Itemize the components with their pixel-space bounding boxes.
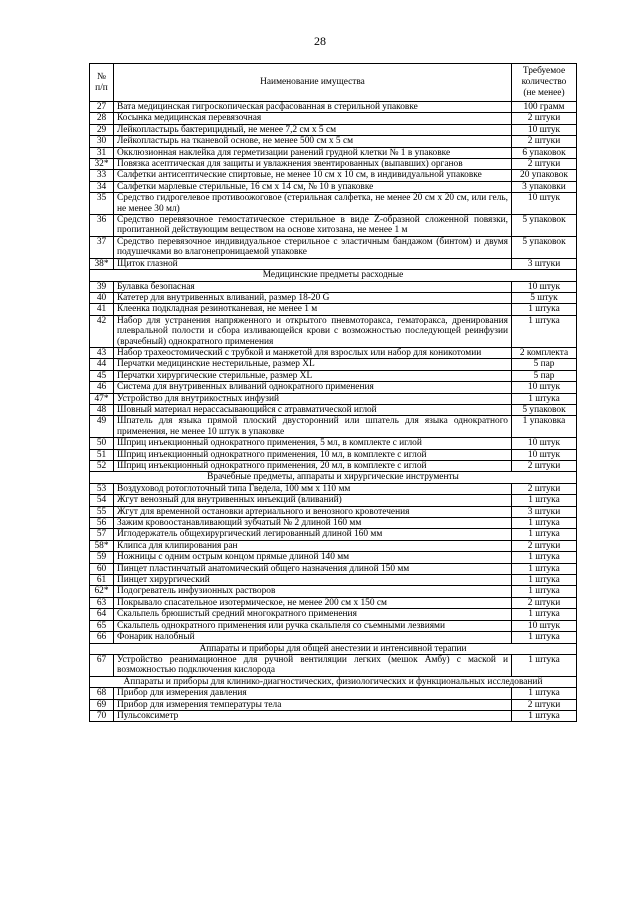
item-quantity: 10 штук <box>512 382 577 393</box>
item-name: Прибор для измерения давления <box>114 688 512 699</box>
item-quantity: 2 штуки <box>512 699 577 710</box>
row-number: 33 <box>90 170 114 181</box>
item-quantity: 1 штука <box>512 575 577 586</box>
item-name: Клипса для клипирования ран <box>114 540 512 551</box>
table-row <box>90 529 577 540</box>
item-name: Пинцет хирургический <box>114 575 512 586</box>
table-row <box>90 710 577 721</box>
row-number: 37 <box>90 236 114 258</box>
table-row <box>90 699 577 710</box>
row-number: 62* <box>90 586 114 597</box>
item-quantity: 2 штуки <box>512 136 577 147</box>
item-name: Система для внутривенных вливаний однократного применения <box>114 382 512 393</box>
item-quantity: 3 штуки <box>512 258 577 269</box>
item-name: Фонарик налобный <box>114 632 512 643</box>
item-name: Иглодержатель общехирургический легированный длиной 160 мм <box>114 529 512 540</box>
item-name: Перчатки медицинские нестерильные, размер XL <box>114 359 512 370</box>
equipment-table <box>89 63 577 722</box>
item-quantity: 3 штуки <box>512 506 577 517</box>
row-number: 29 <box>90 124 114 135</box>
table-row <box>90 382 577 393</box>
item-quantity: 5 упаковок <box>512 404 577 415</box>
row-number: 34 <box>90 181 114 192</box>
header-qty <box>512 64 577 102</box>
item-quantity: 100 грамм <box>512 102 577 113</box>
table-row <box>90 215 577 237</box>
row-number: 35 <box>90 193 114 215</box>
item-quantity: 1 штука <box>512 529 577 540</box>
row-number: 49 <box>90 416 114 438</box>
item-name: Косынка медицинская перевязочная <box>114 113 512 124</box>
section-row <box>90 643 577 654</box>
table-row <box>90 113 577 124</box>
table-row <box>90 370 577 381</box>
row-number: 46 <box>90 382 114 393</box>
item-name: Лейкопластырь бактерицидный, не менее 7,2 см х 5 см <box>114 124 512 135</box>
item-quantity: 10 штук <box>512 438 577 449</box>
row-number: 54 <box>90 495 114 506</box>
item-quantity: 5 упаковок <box>512 236 577 258</box>
table-row <box>90 495 577 506</box>
table-row <box>90 304 577 315</box>
item-quantity: 1 штука <box>512 654 577 676</box>
item-quantity: 2 штуки <box>512 597 577 608</box>
row-number: 27 <box>90 102 114 113</box>
row-number: 61 <box>90 575 114 586</box>
item-name: Набор трахеостомический с трубкой и манжетой для взрослых или набор для коникотомии <box>114 347 512 358</box>
row-number: 36 <box>90 215 114 237</box>
item-name: Салфетки антисептические спиртовые, не менее 10 см х 10 см, в индивидуальной упаковке <box>114 170 512 181</box>
table-row <box>90 292 577 303</box>
header-num <box>90 64 114 102</box>
item-name: Скальпель однократного применения или ручка скальпеля со съемными лезвиями <box>114 620 512 631</box>
table-row <box>90 404 577 415</box>
table-row <box>90 518 577 529</box>
row-number: 60 <box>90 563 114 574</box>
item-quantity: 1 штука <box>512 315 577 347</box>
item-quantity: 1 штука <box>512 495 577 506</box>
table-row <box>90 449 577 460</box>
item-quantity: 2 штуки <box>512 159 577 170</box>
row-number: 53 <box>90 483 114 494</box>
row-number: 55 <box>90 506 114 517</box>
table-row <box>90 597 577 608</box>
item-name: Покрывало спасательное изотермическое, не менее 200 см х 150 см <box>114 597 512 608</box>
item-name: Устройство для внутрикостных инфузий <box>114 393 512 404</box>
item-name: Катетер для внутривенных вливаний, размер 18-20 G <box>114 292 512 303</box>
table-row <box>90 147 577 158</box>
item-quantity: 1 штука <box>512 710 577 721</box>
item-quantity: 10 штук <box>512 124 577 135</box>
item-name: Жгут венозный для внутривенных инъекций (вливаний) <box>114 495 512 506</box>
item-quantity: 10 штук <box>512 620 577 631</box>
row-number: 32* <box>90 159 114 170</box>
table-header-row <box>90 64 577 102</box>
item-quantity: 2 штуки <box>512 483 577 494</box>
item-quantity: 6 упаковок <box>512 147 577 158</box>
item-quantity: 5 штук <box>512 292 577 303</box>
item-quantity: 10 штук <box>512 193 577 215</box>
table-row <box>90 258 577 269</box>
item-quantity: 1 штука <box>512 393 577 404</box>
item-quantity: 1 штука <box>512 552 577 563</box>
table-row <box>90 609 577 620</box>
row-number: 31 <box>90 147 114 158</box>
section-title: Аппараты и приборы для клинико-диагностических, физиологических и функциональных исследований <box>90 676 577 687</box>
table-row <box>90 586 577 597</box>
row-number: 57 <box>90 529 114 540</box>
table-row <box>90 483 577 494</box>
section-title: Аппараты и приборы для общей анестезии и интенсивной терапии <box>90 643 577 654</box>
item-quantity: 1 штука <box>512 563 577 574</box>
table-row <box>90 632 577 643</box>
item-name: Лейкопластырь на тканевой основе, не менее 500 см х 5 см <box>114 136 512 147</box>
table-row <box>90 393 577 404</box>
row-number: 65 <box>90 620 114 631</box>
row-number: 52 <box>90 461 114 472</box>
item-name: Шприц инъекционный однократного применения, 10 мл, в комплекте с иглой <box>114 449 512 460</box>
item-quantity: 20 упаковок <box>512 170 577 181</box>
item-name: Шовный материал нерассасывающийся с атравматической иглой <box>114 404 512 415</box>
item-quantity: 1 штука <box>512 609 577 620</box>
row-number: 66 <box>90 632 114 643</box>
table-row <box>90 159 577 170</box>
row-number: 64 <box>90 609 114 620</box>
item-quantity: 1 штука <box>512 688 577 699</box>
header-name-text: Наименование имущества <box>260 77 365 87</box>
item-name: Ножницы с одним острым концом прямые длиной 140 мм <box>114 552 512 563</box>
header-name <box>114 64 512 102</box>
item-name: Шприц инъекционный однократного применения, 20 мл, в комплекте с иглой <box>114 461 512 472</box>
table-row <box>90 654 577 676</box>
item-quantity: 5 упаковок <box>512 215 577 237</box>
header-num-text: № п/п <box>95 71 108 93</box>
item-name: Скальпель брюшистый средний многократного применения <box>114 609 512 620</box>
page-number: 28 <box>314 34 326 48</box>
item-name: Жгут для временной остановки артериального и венозного кровотечения <box>114 506 512 517</box>
row-number: 51 <box>90 449 114 460</box>
table-row <box>90 181 577 192</box>
row-number: 67 <box>90 654 114 676</box>
table-row <box>90 347 577 358</box>
item-name: Средство перевязочное гемостатическое стерильное в виде Z-образной сложенной повязки, пропитанной действующим веществом на основе хитозана, не менее 1 м <box>114 215 512 237</box>
item-name: Щиток глазной <box>114 258 512 269</box>
row-number: 59 <box>90 552 114 563</box>
row-number: 28 <box>90 113 114 124</box>
item-quantity: 10 штук <box>512 281 577 292</box>
row-number: 48 <box>90 404 114 415</box>
item-name: Подогреватель инфузионных растворов <box>114 586 512 597</box>
row-number: 43 <box>90 347 114 358</box>
row-number: 38* <box>90 258 114 269</box>
section-row <box>90 676 577 687</box>
table-row <box>90 102 577 113</box>
row-number: 68 <box>90 688 114 699</box>
item-name: Перчатки хирургические стерильные, размер XL <box>114 370 512 381</box>
row-number: 56 <box>90 518 114 529</box>
table-row <box>90 461 577 472</box>
row-number: 58* <box>90 540 114 551</box>
item-quantity: 1 штука <box>512 586 577 597</box>
item-name: Окклюзионная наклейка для герметизации ранений грудной клетки № 1 в упаковке <box>114 147 512 158</box>
section-row <box>90 472 577 483</box>
section-title: Врачебные предметы, аппараты и хирургические инструменты <box>90 472 577 483</box>
item-name: Средство перевязочное индивидуальное стерильное с эластичным бандажом (бинтом) и двумя подушечками во влагонепроницаемой упаковке <box>114 236 512 258</box>
item-quantity: 1 штука <box>512 304 577 315</box>
row-number: 40 <box>90 292 114 303</box>
table-row <box>90 438 577 449</box>
table-row <box>90 416 577 438</box>
row-number: 69 <box>90 699 114 710</box>
table-row <box>90 540 577 551</box>
item-quantity: 2 комплекта <box>512 347 577 358</box>
row-number: 39 <box>90 281 114 292</box>
row-number: 63 <box>90 597 114 608</box>
item-name: Устройство реанимационное для ручной вентиляции легких (мешок Амбу) с маской и возможностью подключения кислорода <box>114 654 512 676</box>
item-name: Клеенка подкладная резинотканевая, не менее 1 м <box>114 304 512 315</box>
item-name: Шприц инъекционный однократного применения, 5 мл, в комплекте с иглой <box>114 438 512 449</box>
item-name: Зажим кровоостанавливающий зубчатый № 2 длиной 160 мм <box>114 518 512 529</box>
item-name: Средство гидрогелевое противоожоговое (стерильная салфетка, не менее 20 см х 20 см, или гель, не менее 30 мл) <box>114 193 512 215</box>
row-number: 70 <box>90 710 114 721</box>
item-quantity: 3 упаковки <box>512 181 577 192</box>
item-name: Прибор для измерения температуры тела <box>114 699 512 710</box>
item-quantity: 2 штуки <box>512 540 577 551</box>
item-name: Повязка асептическая для защиты и увлажнения эвентированных (выпавших) органов <box>114 159 512 170</box>
item-quantity: 2 штуки <box>512 113 577 124</box>
item-name: Пинцет пластинчатый анатомический общего назначения длиной 150 мм <box>114 563 512 574</box>
item-quantity: 1 упаковка <box>512 416 577 438</box>
row-number: 44 <box>90 359 114 370</box>
row-number: 47* <box>90 393 114 404</box>
table-body <box>90 102 577 722</box>
item-name: Булавка безопасная <box>114 281 512 292</box>
item-name: Шпатель для языка прямой плоский двусторонний или шпатель для языка однократного применения, не менее 10 штук в упаковке <box>114 416 512 438</box>
table-row <box>90 506 577 517</box>
table-row <box>90 236 577 258</box>
table-row <box>90 193 577 215</box>
item-quantity: 1 штука <box>512 632 577 643</box>
header-qty-text: Требуемое количество (не менее) <box>521 66 567 98</box>
table-row <box>90 575 577 586</box>
row-number: 30 <box>90 136 114 147</box>
table-row <box>90 124 577 135</box>
item-quantity: 5 пар <box>512 370 577 381</box>
table-row <box>90 620 577 631</box>
item-name: Салфетки марлевые стерильные, 16 см х 14 см, № 10 в упаковке <box>114 181 512 192</box>
item-name: Воздуховод ротоглоточный типа Гведела, 100 мм х 110 мм <box>114 483 512 494</box>
section-title: Медицинские предметы расходные <box>90 270 577 281</box>
item-quantity: 2 штуки <box>512 461 577 472</box>
row-number: 45 <box>90 370 114 381</box>
table-row <box>90 315 577 347</box>
table-row <box>90 563 577 574</box>
item-name: Пульсоксиметр <box>114 710 512 721</box>
row-number: 50 <box>90 438 114 449</box>
table-row <box>90 688 577 699</box>
table-row <box>90 136 577 147</box>
row-number: 41 <box>90 304 114 315</box>
table-row <box>90 552 577 563</box>
table-row <box>90 170 577 181</box>
item-quantity: 5 пар <box>512 359 577 370</box>
section-row <box>90 270 577 281</box>
item-quantity: 1 штука <box>512 518 577 529</box>
table-row <box>90 281 577 292</box>
row-number: 42 <box>90 315 114 347</box>
item-name: Набор для устранения напряженного и открытого пневмоторакса, гематоракса, дренирования плевральной полости и сбора изливающейся крови с возможностью последующей реинфузии (врачебный) однократного применения <box>114 315 512 347</box>
item-name: Вата медицинская гигроскопическая расфасованная в стерильной упаковке <box>114 102 512 113</box>
table-row <box>90 359 577 370</box>
item-quantity: 10 штук <box>512 449 577 460</box>
